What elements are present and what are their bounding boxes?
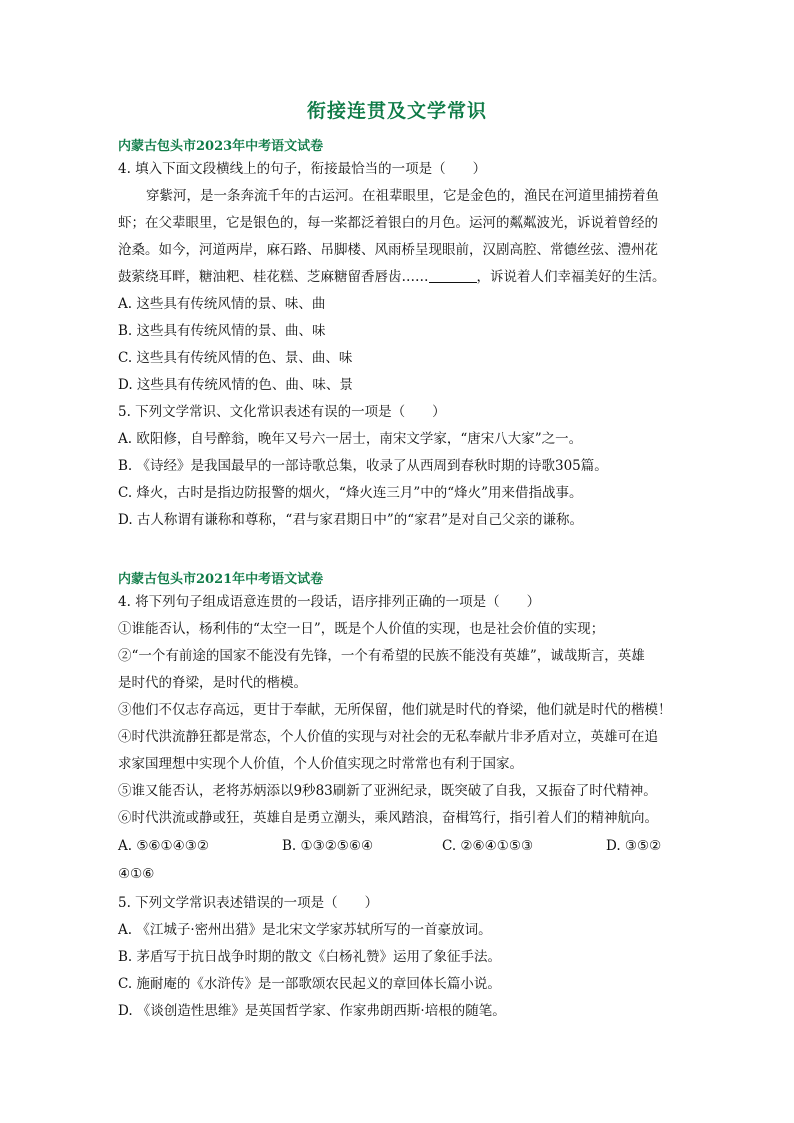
option-c: C. ②⑥④①⑤③ [442,838,534,854]
option-a: A. 这些具有传统风情的景、味、曲 [118,296,326,312]
section-heading-2023: 内蒙古包头市2023年中考语文试卷 [118,139,324,154]
sentence-4: ④时代洪流静狂都是常态，个人价值的实现与对社会的无私奉献片非矛盾对立，英雄可在追 [118,729,658,745]
sentence-4-cont: 求家国理想中实现个人价值，个人价值实现之时常常也有利于国家。 [118,756,523,772]
option-b: B. ①③②⑤⑥④ [282,838,374,854]
question-5-stem-2021: 5. 下列文学常识表述错误的一项是（ ） [118,895,379,911]
option-b: B. 《诗经》是我国最早的一部诗歌总集，收录了从西周到春秋时期的诗歌305篇。 [118,458,608,474]
sentence-2: ②“一个有前途的国家不能没有先锋，一个有希望的民族不能没有英雄”，诚哉斯言，英雄 [118,648,645,664]
sentence-1: ①谁能否认，杨利伟的“太空一日”，既是个人价值的实现，也是社会价值的实现； [118,621,605,637]
passage-line: 沧桑。如今，河道两岸，麻石路、吊脚楼、风雨桥呈现眼前，汉剧高腔、常德丝弦、澧州花 [118,242,658,258]
passage-line: 穿紫河，是一条奔流千年的古运河。在祖辈眼里，它是金色的，渔民在河道里捕捞着鱼 [146,188,659,204]
sentence-3: ③他们不仅志存高远，更甘于奉献，无所保留，他们就是时代的脊梁，他们就是时代的楷模！ [118,702,672,718]
passage-text-end: ，诉说着人们幸福美好的生活。 [476,269,666,285]
option-c: C. 这些具有传统风情的色、景、曲、味 [118,350,353,366]
option-a: A. 《江城子·密州出猎》是北宋文学家苏轼所写的一首豪放词。 [118,922,492,938]
option-c: C. 施耐庵的《水浒传》是一部歌颂农民起义的章回体长篇小说。 [118,976,501,992]
fill-in-blank [429,268,477,283]
question-4-stem-2023: 4. 填入下面文段横线上的句子，衔接最恰当的一项是（ ） [118,161,487,177]
option-b: B. 这些具有传统风情的景、曲、味 [118,323,326,339]
question-5-stem-2023: 5. 下列文学常识、文化常识表述有误的一项是（ ） [118,404,446,420]
option-d: D. 《谈创造性思维》是英国哲学家、作家弗朗西斯·培根的随笔。 [118,1003,506,1019]
option-d-wrap: ④①⑥ [118,866,155,882]
option-d: D. ③⑤② [606,838,662,854]
option-d: D. 这些具有传统风情的色、曲、味、景 [118,377,353,393]
option-a: A. 欧阳修，自号醉翁，晚年又号六一居士，南宋文学家，“唐宋八大家”之一。 [118,431,583,447]
option-d: D. 古人称谓有谦称和尊称，“君与家君期日中”的“家君”是对自己父亲的谦称。 [118,512,584,528]
option-c: C. 烽火，古时是指边防报警的烟火，“烽火连三月”中的“烽火”用来借指战事。 [118,485,583,501]
option-b: B. 茅盾写于抗日战争时期的散文《白杨礼赞》运用了象征手法。 [118,949,502,965]
sentence-5: ⑤谁又能否认，老将苏炳添以9秒83刷新了亚洲纪录，既突破了自我，又振奋了时代精神。 [118,783,657,799]
passage-line-last [118,267,666,287]
page-title: 衔接连贯及文学常识 [306,100,487,122]
sentence-2-cont: 是时代的脊梁，是时代的楷模。 [118,675,307,691]
option-a: A. ⑤⑥①④③② [118,838,209,854]
passage-line: 虾；在父辈眼里，它是银色的，每一桨都泛着银白的月色。运河的粼粼波光，诉说着曾经的 [118,215,658,231]
question-4-stem-2021: 4. 将下列句子组成语意连贯的一段话，语序排列正确的一项是（ ） [118,594,541,610]
passage-text: 鼓萦绕耳畔，糖油粑、桂花糕、芝麻糖留香唇齿…… [118,269,429,285]
sentence-6: ⑥时代洪流或静或狂，英雄自是勇立潮头，乘风踏浪，奋楫笃行，指引着人们的精神航向。 [118,810,658,826]
section-heading-2021: 内蒙古包头市2021年中考语文试卷 [118,572,324,587]
